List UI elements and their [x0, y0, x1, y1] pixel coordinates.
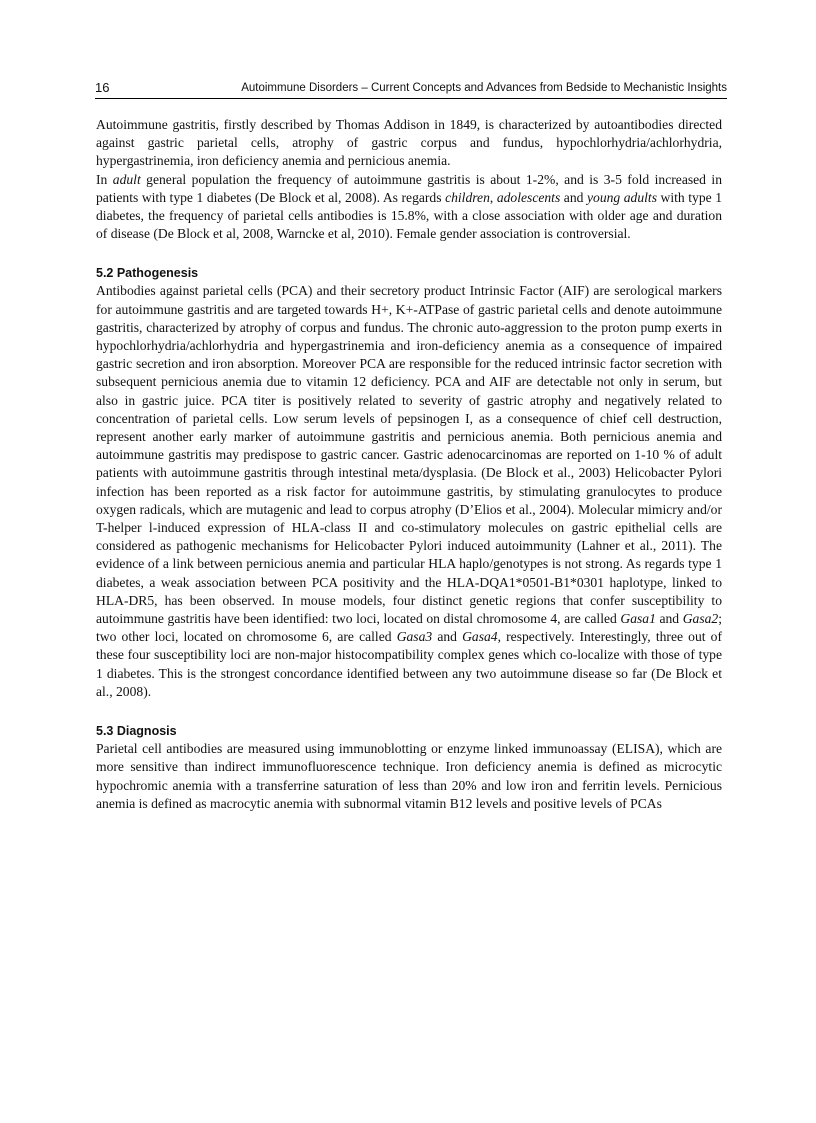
section-spacer: [96, 701, 722, 723]
text-run: and: [560, 189, 587, 205]
section-spacer: [96, 243, 722, 265]
text-run: and: [655, 611, 683, 627]
pathogenesis-paragraph: [96, 282, 722, 701]
running-header: [95, 80, 727, 99]
text-run: In: [96, 171, 113, 187]
running-title: Autoimmune Disorders – Current Concepts and Advances from Bedside to Mechanistic Insights: [241, 82, 727, 94]
italic-term: Gasa2: [682, 611, 719, 627]
text-run: ; two other loci, located on chromosome 6, are called: [96, 611, 722, 645]
intro-paragraph-frequency: [96, 171, 722, 244]
page-number: 16: [95, 80, 110, 95]
text-run: with type 1 diabetes, the frequency of parietal cells antibodies is 15.8%, with a close association with older age and duration of disease (De Block et al, 2008, Warncke et al, 2010). Female gender association is controversial.: [96, 189, 723, 242]
text-run: Antibodies against parietal cells (PCA) and their secretory product Intrinsic Factor (AIF) are serological markers for autoimmune gastritis and are targeted towards H+, K+-ATPase of gastric parietal cells and denote autoimmune gastritis, characterized by atrophy of corpus and fundus. The chronic auto-aggression to the proton pump exerts in hypochlorhydria/achlorhydria and hypergastrinemia and iron-deficiency anemia as a consequence of impaired gastric secretion and iron absorption. Moreover PCA are responsible for the reduced intrinsic factor secretion with subsequent pernicious anemia due to vitamin 12 deficiency. PCA and AIF are detectable not only in serum, but also in gastric juice. PCA titer is positively related to severity of gastric atrophy and negatively related to concentration of parietal cells. Low serum levels of pepsinogen I, as a consequence of chief cell destruction, represent another early marker of autoimmune gastritis and pernicious anemia. Both pernicious anemia and autoimmune gastritis may predispose to gastric cancer. Gastric adenocarcinomas are reported on 1-10 % of adult patients with autoimmune gastritis through intestinal meta/dysplasia. (De Block et al., 2003) Helicobacter Pylori infection has been reported as a risk factor for autoimmune gastritis, by stimulating granulocytes to produce oxygen radicals, which are mutagenic and lead to corpus atrophy (D’Elios et al., 2004). Molecular mimicry and/or T-helper l-induced expression of HLA-class II and co-stimulatory molecules on gastric epithelial cells are considered as pathogenic mechanisms for Helicobacter Pylori induced autoimmunity (Lahner et al., 2011). The evidence of a link between pernicious anemia and particular HLA haplo/genotypes is not strong. As regards type 1 diabetes, a weak association between PCA positivity and the HLA-DQA1*0501-B1*0301 haplotype, linked to HLA-DR5, has been observed. In mouse models, four distinct genetic regions that confer susceptibility to autoimmune gastritis have been identified: two loci, located on distal chromosome 4, are called: [96, 283, 722, 627]
italic-term: young adults: [586, 189, 657, 205]
text-run: and: [432, 629, 463, 645]
section-heading-diagnosis: 5.3 Diagnosis: [96, 724, 177, 739]
italic-term: Gasa1: [620, 611, 656, 627]
diagnosis-paragraph: Parietal cell antibodies are measured using immunoblotting or enzyme linked immunoassay (ELISA), which are more sensitive than indirect immunofluorescence technique. Iron deficiency anemia is defined as microcytic hypochromic anemia with a transferrine saturation of less than 20% and low iron and ferritin levels. Pernicious anemia is defined as macrocytic anemia with subnormal vitamin B12 levels and positive levels of PCAs: [96, 741, 722, 811]
text-run: , respectively. Interestingly, three out of these four susceptibility loci are non-major histocompatibility complex genes which co-localize with those of type 1 diabetes. This is the strongest concordance identified between any two autoimmune disease so far (De Block et al., 2008).: [96, 629, 722, 699]
italic-term: adult: [112, 171, 141, 187]
italic-term: adolescents: [496, 189, 561, 205]
text-run: ,: [489, 189, 497, 205]
text-run: general population the frequency of autoimmune gastritis is about 1-2%, and is 3-5 fold increased in patients with type 1 diabetes (De Block et al, 2008). As regards: [96, 171, 722, 205]
italic-term: Gasa3: [396, 629, 433, 645]
body-text: [96, 116, 722, 813]
italic-term: children: [445, 189, 490, 205]
intro-paragraph: Autoimmune gastritis, firstly described by Thomas Addison in 1849, is characterized by autoantibodies directed against gastric parietal cells, atrophy of gastric corpus and fundus, hypochlorhydria/achlorhydria, hypergastrinemia, iron deficiency anemia and pernicious anemia.: [96, 117, 722, 169]
section-heading-pathogenesis: 5.2 Pathogenesis: [96, 266, 199, 281]
italic-term: Gasa4: [462, 629, 498, 645]
